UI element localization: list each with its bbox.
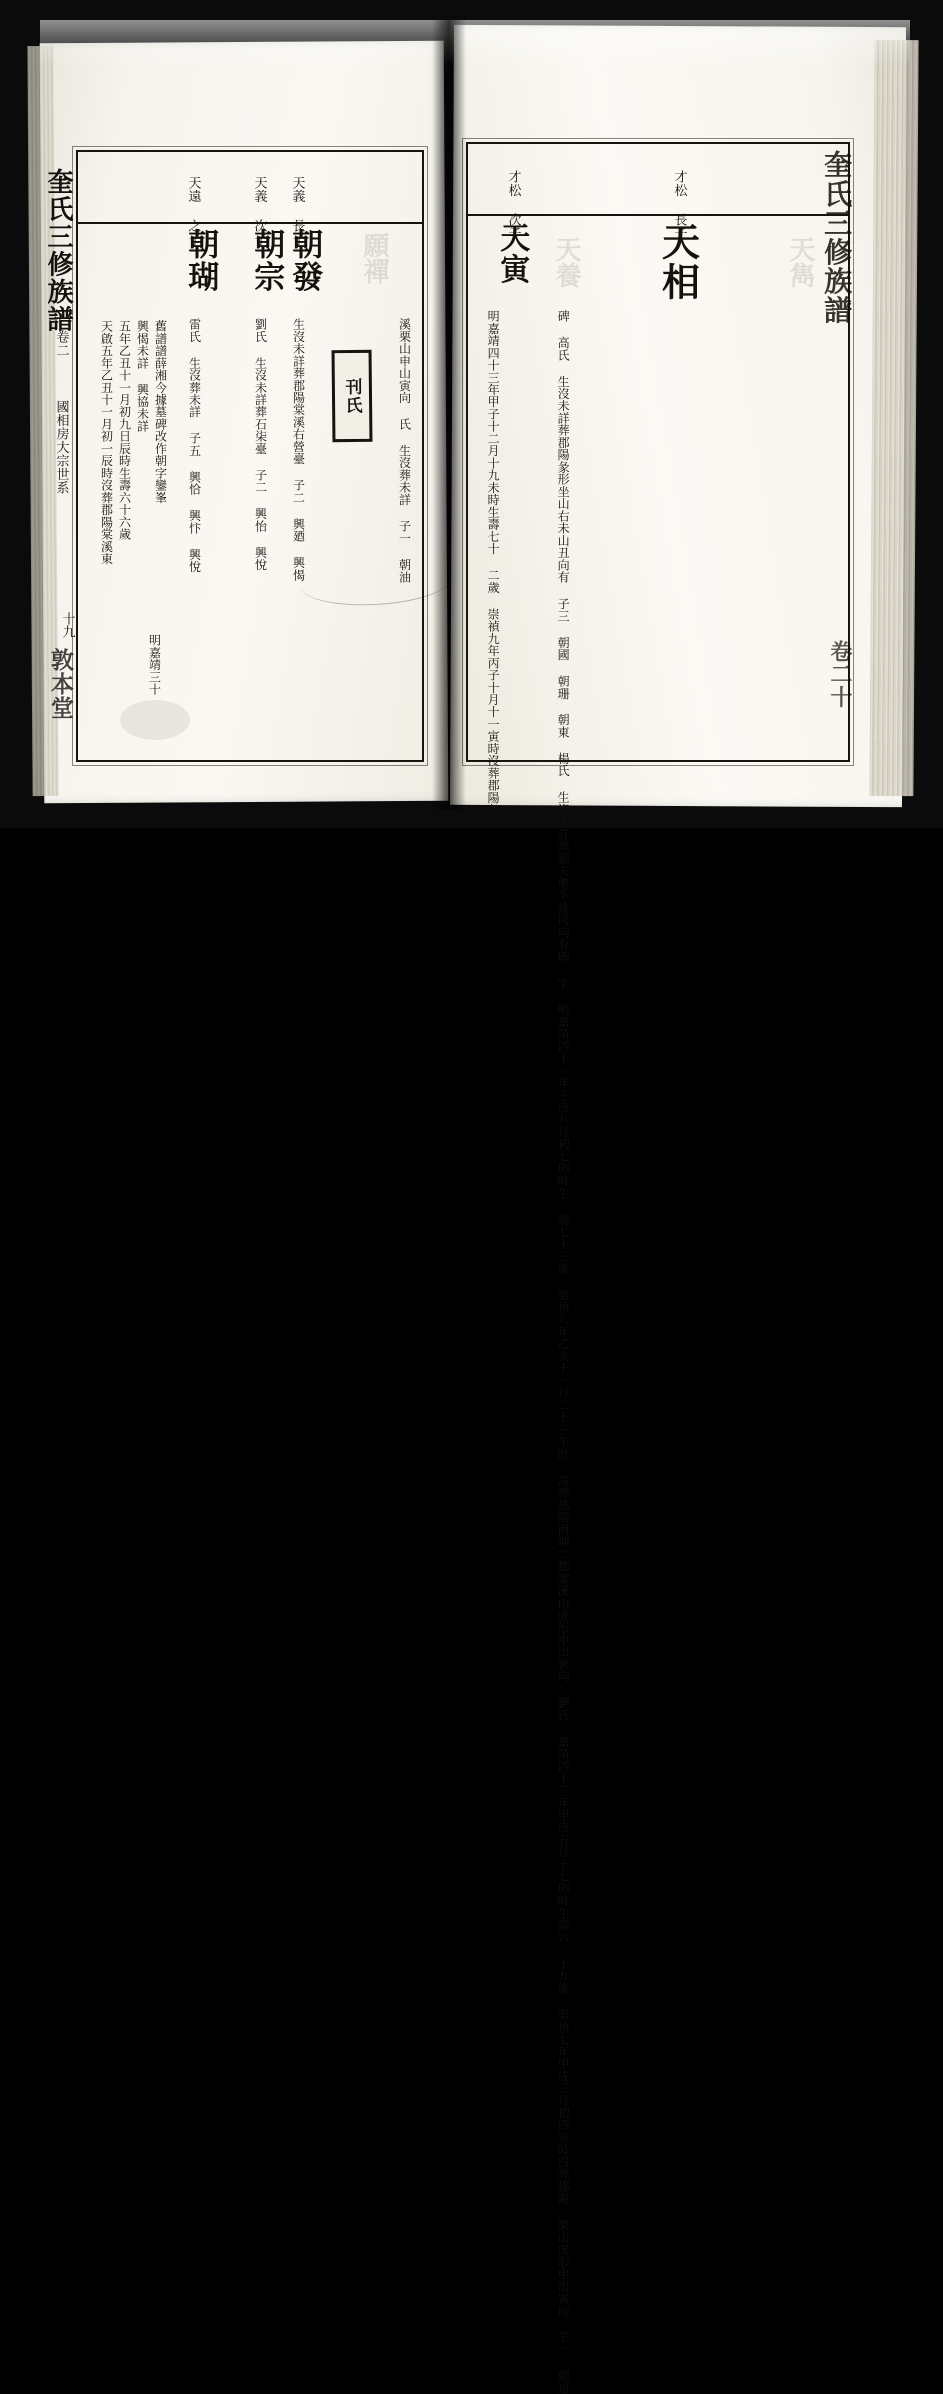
left-note-0: 舊譜譜薛湘今據墓碑改作朝字鑾峯 bbox=[153, 320, 168, 504]
folio-block bbox=[60, 612, 78, 652]
fore-edge-title-block bbox=[822, 150, 874, 350]
spine-subtitle: 國相房大宗世系 bbox=[53, 400, 69, 495]
left-edge-column: 溪栗山申山寅向 氏 生沒葬未詳 子一 朝油 bbox=[397, 318, 412, 584]
right-entry-0-name: 天相 bbox=[655, 222, 701, 303]
left-entry-0-name: 朝發 bbox=[286, 228, 323, 294]
left-note-4: 明嘉靖三十 bbox=[147, 634, 162, 696]
right-entry-0-head: 才松 長子 bbox=[671, 170, 687, 241]
left-note-1: 興愒未詳 興協未詳 bbox=[135, 320, 150, 433]
hall-mark-block bbox=[48, 648, 88, 768]
folio-number: 十九 bbox=[59, 612, 75, 639]
left-entry-2-head: 天遠 之子 bbox=[185, 176, 201, 247]
left-entry-0-head: 天義 長子 bbox=[289, 176, 305, 247]
fore-edge-title: 奎氏三修族譜 bbox=[820, 150, 854, 325]
spine-volume: 卷二 bbox=[53, 330, 69, 358]
right-header-rule bbox=[468, 214, 848, 216]
left-entry-2-name: 朝瑚 bbox=[182, 228, 219, 294]
right-entry-1-name: 天寅 bbox=[494, 222, 530, 286]
left-header-rule bbox=[78, 222, 422, 224]
left-note-2: 五年乙丑十一月初九日辰時生壽六十六歲 bbox=[117, 320, 132, 541]
hall-mark-text: 敦本堂 bbox=[46, 648, 74, 720]
fore-edge-bottom-text: 卷二十 bbox=[826, 640, 853, 709]
left-entry-0-body: 生沒未詳葬郡陽棠溪右營臺 子二 興廼 興愒 bbox=[291, 318, 306, 582]
fore-edge-bottom-block bbox=[828, 640, 870, 770]
left-note-3: 天啟五年乙丑十一月初一辰時沒葬郡陽棠溪東 bbox=[99, 320, 114, 565]
left-entry-1-body: 劉氏 生沒未詳葬石㭍臺 子二 興怡 興悅 bbox=[253, 318, 268, 571]
spine-title: 奎氏三修族譜 bbox=[43, 168, 74, 334]
seal-stamp bbox=[332, 350, 373, 442]
right-fore-edge bbox=[869, 40, 918, 796]
left-entry-2-body: 雷氏 生沒葬未詳 子五 興恰 興忭 興悅 bbox=[187, 318, 202, 573]
seal-text: 刊氏 bbox=[341, 377, 362, 415]
right-entry-0-body: 碑 高氏 生沒未詳葬郡陽彖形坐山右未山丑向有 子三 朝國 朝珊 朝東 楊氏 生沒未詳葬刷夫壟下排同向有碑 字 明嘉靖四十一年壬戌八月初七卯時生 壽七十三歲 崇禎八年乙亥十一月二十三午時 沒葬郡陽酉坤二郡棠溪山虎形申出寅向 劉氏 嘉靖四十三年甲戌五月十七卯時生壽六 十九歲 崇禎七年甲戌三月初四亥時沒葬郡陽 栗山虎形申出寅向 子一 朝道 bbox=[556, 310, 571, 2394]
right-entry-1-body: 明嘉靖四十三年甲子十二月十九未時生壽七十 二歲 崇禎九年丙子十月十一寅時沒葬郡陽彖 bbox=[486, 310, 501, 816]
left-entry-1-head: 天義 次子 bbox=[251, 176, 267, 247]
right-entry-1-head: 才松 次子 bbox=[505, 170, 521, 241]
left-entry-1-name: 朝宗 bbox=[248, 228, 285, 294]
